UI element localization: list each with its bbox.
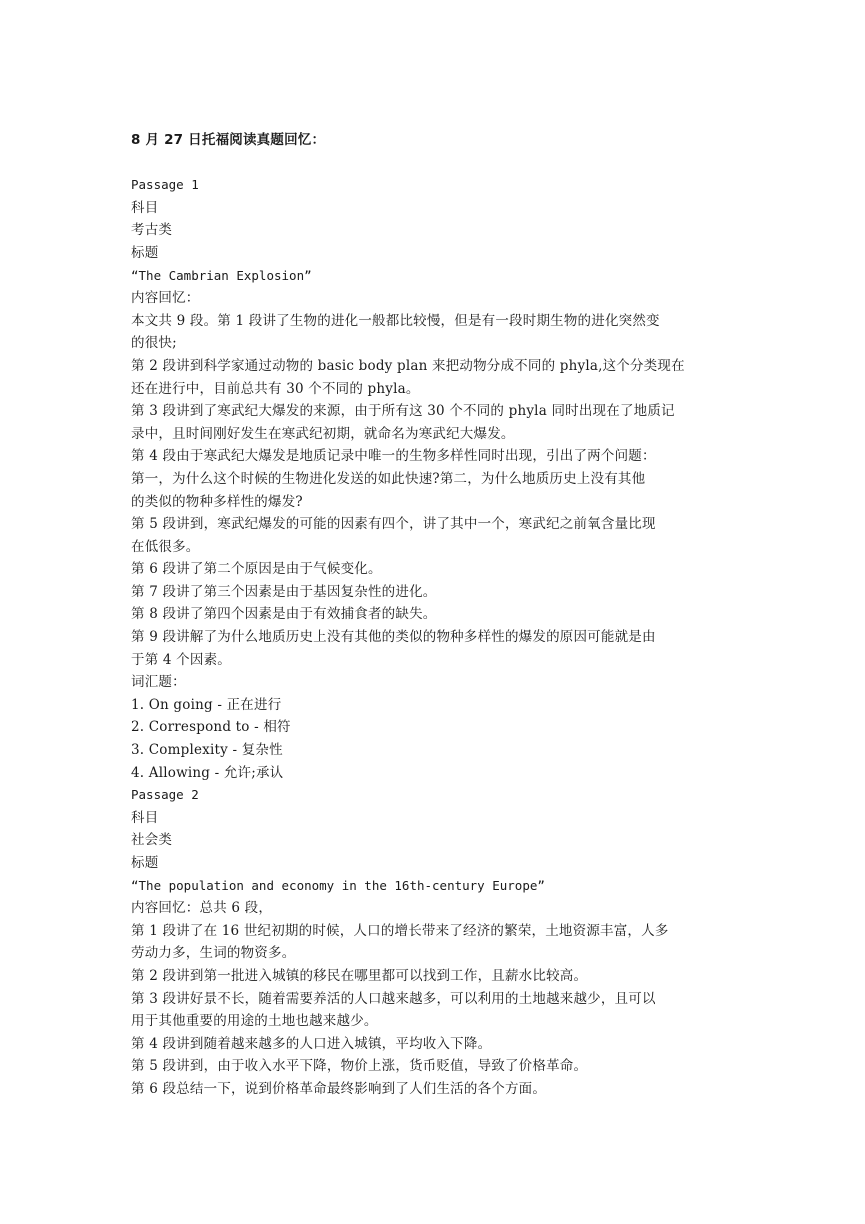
document-page [131, 129, 741, 1101]
passage2-line: 劳动力多，生词的物资多。 [131, 945, 296, 962]
passage2-line: 第 4 段讲到随着越来越多的人口进入城镇，平均收入下降。 [131, 1035, 492, 1052]
passage1-subject-label: 科目 [131, 199, 159, 216]
passage2-subject-value: 社会类 [131, 832, 173, 849]
passage1-line: 还在进行中，目前总共有 30 个不同的 phyla。 [131, 380, 420, 397]
passage1-title-label: 标题 [131, 244, 159, 261]
passage1-vocab-label: 词汇题： [131, 674, 186, 691]
passage1-line: 的很快; [131, 335, 177, 352]
passage2-subject-label: 科目 [131, 809, 159, 826]
passage2-heading: Passage 2 [131, 787, 199, 803]
passage2-line: 第 6 段总结一下，说到价格革命最终影响到了人们生活的各个方面。 [131, 1080, 547, 1097]
passage1-line: 第 6 段讲了第二个原因是由于气候变化。 [131, 561, 382, 578]
passage2-line: 第 1 段讲了在 16 世纪初期的时候，人口的增长带来了经济的繁荣，土地资源丰富，人多 [131, 922, 669, 939]
vocab-item: 3. Complexity - 复杂性 [131, 742, 283, 759]
vocab-item: 1. On going - 正在进行 [131, 696, 282, 713]
passage2-line: 内容回忆：总共 6 段， [131, 900, 273, 917]
passage1-line: 录中，且时间刚好发生在寒武纪初期，就命名为寒武纪大爆发。 [131, 425, 515, 442]
passage1-recall-label: 内容回忆： [131, 290, 200, 307]
passage1-heading: Passage 1 [131, 177, 199, 193]
passage1-line: 于第 4 个因素。 [131, 651, 231, 668]
passage1-line: 第 8 段讲了第四个因素是由于有效捕食者的缺失。 [131, 606, 437, 623]
vocab-item: 2. Correspond to - 相符 [131, 719, 291, 736]
vocab-item: 4. Allowing - 允许;承认 [131, 764, 284, 781]
passage1-line: 第 4 段由于寒武纪大爆发是地质记录中唯一的生物多样性同时出现，引出了两个问题： [131, 448, 656, 465]
document-title: 8 月 27 日托福阅读真题回忆： [131, 132, 326, 148]
passage1-line: 第 7 段讲了第三个因素是由于基因复杂性的进化。 [131, 583, 437, 600]
passage1-line: 第 3 段讲到了寒武纪大爆发的来源，由于所有这 30 个不同的 phyla 同时出现在了地质记 [131, 403, 675, 420]
passage1-subject-value: 考古类 [131, 222, 173, 239]
passage2-line: 第 5 段讲到，由于收入水平下降，物价上涨，货币贬值，导致了价格革命。 [131, 1058, 588, 1075]
passage2-title-label: 标题 [131, 855, 159, 871]
passage2-line: 第 3 段讲好景不长，随着需要养活的人口越来越多，可以利用的土地越来越少，且可以 [131, 990, 656, 1007]
passage1-line: 第 2 段讲到科学家通过动物的 basic body plan 来把动物分成不同的 phyla,这个分类现在 [131, 357, 685, 374]
passage1-line: 在低很多。 [131, 538, 200, 555]
passage2-title-value: “The population and economy in the 16th-century Europe” [131, 877, 545, 893]
passage1-line: 本文共 9 段。第 1 段讲了生物的进化一般都比较慢，但是有一段时期生物的进化突然变 [131, 312, 660, 329]
passage2-line: 用于其他重要的用途的土地也越来越少。 [131, 1013, 378, 1030]
passage1-title-value: “The Cambrian Explosion” [131, 267, 312, 283]
passage1-line: 第 5 段讲到，寒武纪爆发的可能的因素有四个，讲了其中一个，寒武纪之前氧含量比现 [131, 516, 656, 533]
passage1-line: 的类似的物种多样性的爆发? [131, 493, 303, 510]
passage2-line: 第 2 段讲到第一批进入城镇的移民在哪里都可以找到工作，且薪水比较高。 [131, 967, 588, 984]
passage1-line: 第 9 段讲解了为什么地质历史上没有其他的类似的物种多样性的爆发的原因可能就是由 [131, 629, 656, 646]
passage1-line: 第一，为什么这个时候的生物进化发送的如此快速?第二，为什么地质历史上没有其他 [131, 470, 646, 487]
